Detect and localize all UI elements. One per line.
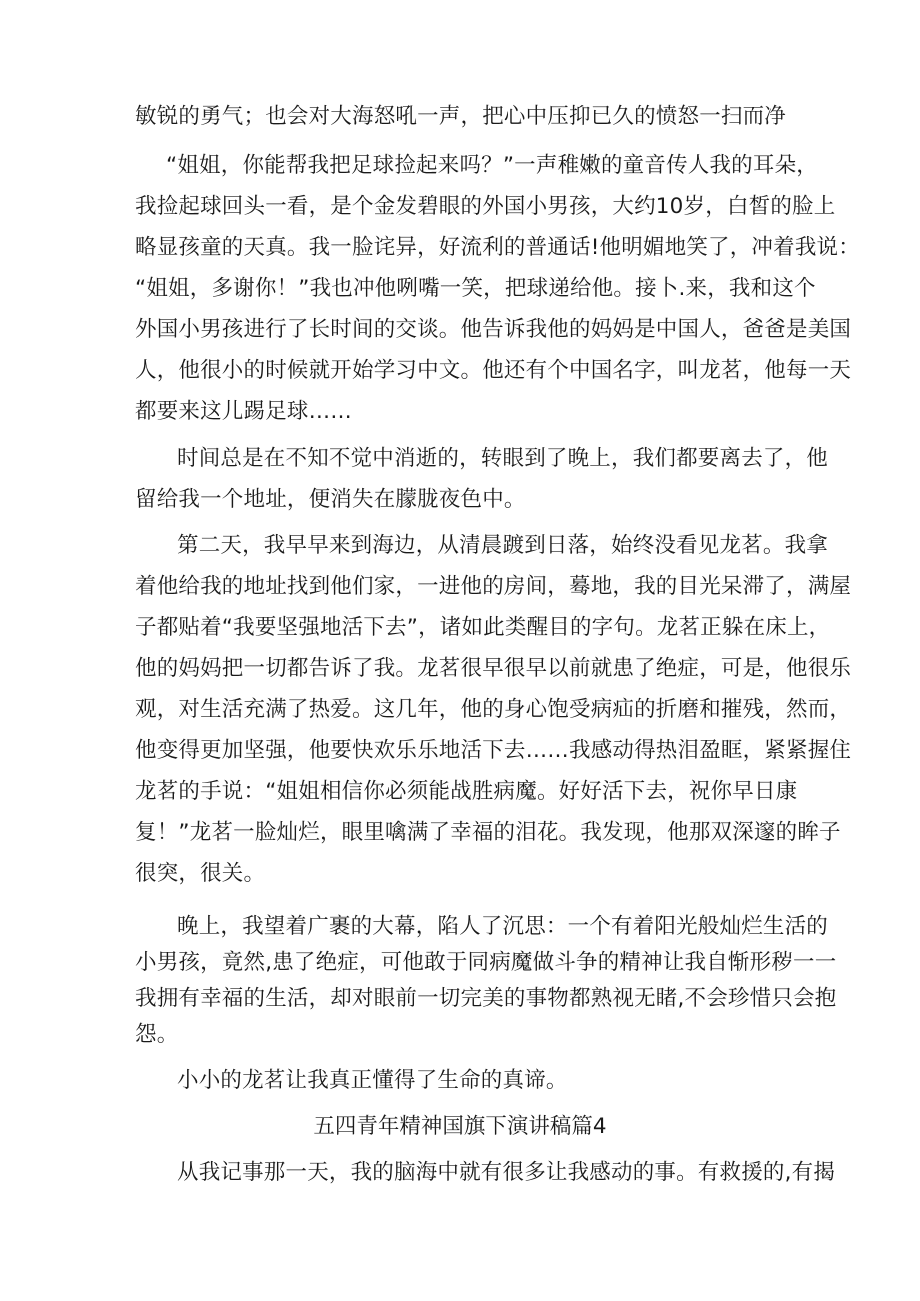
text-line: 怨。 [135,1022,179,1047]
text-line: 他的妈妈把一切都告诉了我。龙茗很早很早以前就患了绝症，可是，他很乐 [135,656,852,681]
text-line: “姐姐，你能帮我把足球捡起来吗？”一声稚嫩的童音传人我的耳朵， [166,153,818,178]
text-line: 略显孩童的天真。我一脸诧异，好流利的普通话!他明媚地笑了，冲着我说： [135,235,860,260]
text-line: 着他给我的地址找到他们家，一进他的房间，蓦地，我的目光呆滞了，满屋 [135,574,852,599]
text-line: 小小的龙茗让我真正懂得了生命的真谛。 [177,1068,568,1093]
text-line: 人，他很小的时候就开始学习中文。他还有个中国名字，叫龙茗，他每一天 [135,358,852,383]
text-line: 子都贴着“我要坚强地活下去”，诸如此类醒目的字句。龙茗正躲在床上， [135,615,831,640]
text-line: 很突，很关。 [135,861,266,886]
text-line: 从我记事那一天，我的脑海中就有很多让我感动的事。有救援的,有揭 [177,1160,836,1185]
text-line: 晚上，我望着广裹的大幕，陷人了沉思：一个有着阳光般灿烂生活的 [177,914,829,939]
text-line: 他变得更加坚强，他要快欢乐乐地活下去……我感动得热泪盈眶，紧紧握住 [135,738,852,763]
text-line: 敏锐的勇气；也会对大海怒吼一声，把心中压抑已久的愤怒一扫而净 [135,104,787,129]
text-line: 小男孩，竟然,患了绝症，可他敢于同病魔做斗争的精神让我自惭形秽一一 [135,950,837,975]
section-heading: 五四青年精神国旗下演讲稿篇4 [313,1114,607,1139]
text-line: 观，对生活充满了热爱。这几年，他的身心饱受病疝的折磨和摧残，然而， [135,697,852,722]
text-line: 我拥有幸福的生活，却对眼前一切完美的事物都熟视无睹,不会珍惜只会抱 [135,986,837,1011]
text-line: 龙茗的手说：“姐姐相信你必须能战胜病魔。好好活下去，祝你早日康 [135,779,798,804]
text-line: 时间总是在不知不觉中消逝的，转眼到了晚上，我们都要离去了，他 [177,446,829,471]
text-line: 复！”龙茗一脸灿烂，眼里噙满了幸福的泪花。我发现，他那双深邃的眸子 [135,820,841,845]
text-line: 外国小男孩进行了长时间的交谈。他告诉我他的妈妈是中国人，爸爸是美国 [135,317,852,342]
text-line: 都要来这儿踢足球…… [135,399,353,424]
text-line: 我捡起球回头一看，是个金发碧眼的外国小男孩，大约10岁，白皙的脸上 [135,194,836,219]
text-line: “姐姐，多谢你！”我也冲他咧嘴一笑，把球递给他。接卜.来，我和这个 [135,276,816,301]
text-line: 留给我一个地址，便消失在朦胧夜色中。 [135,487,526,512]
text-line: 第二天，我早早来到海边，从清晨踱到日落，始终没看见龙茗。我拿 [177,533,829,558]
